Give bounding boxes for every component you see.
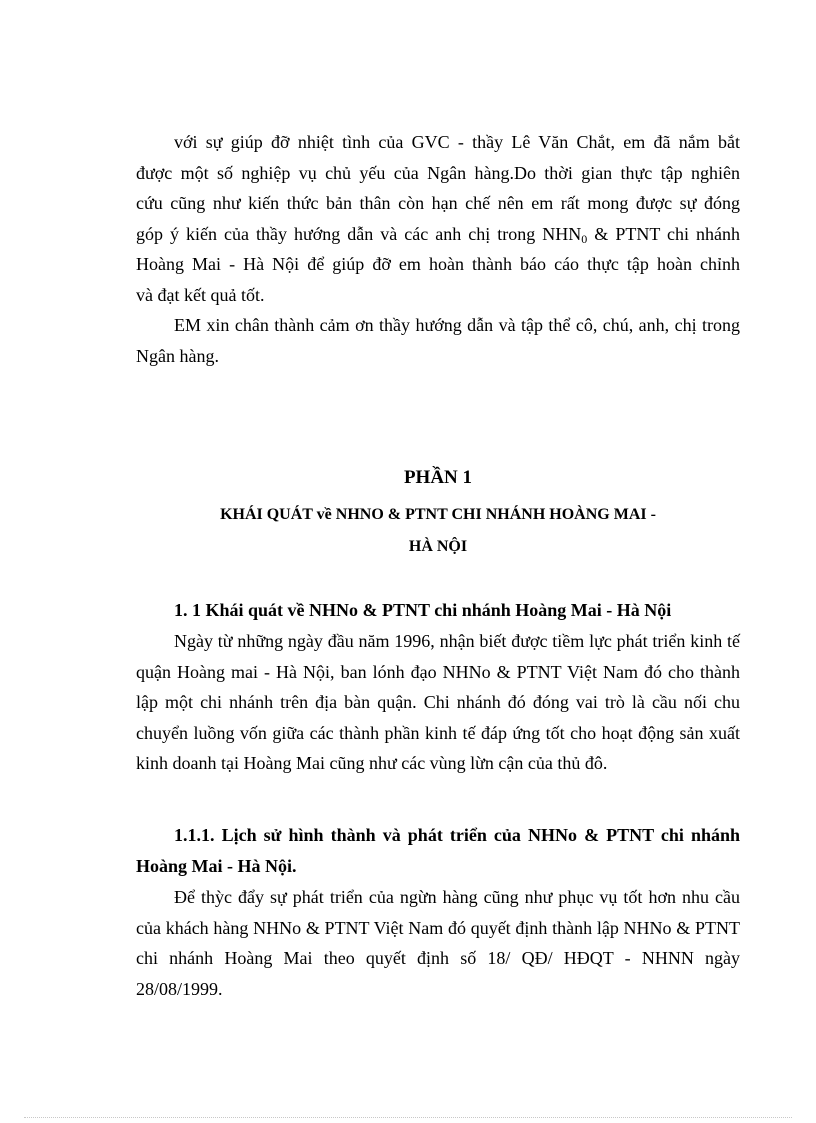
part-title: PHẦN 1 bbox=[403, 467, 473, 488]
page-bottom-divider bbox=[24, 1117, 792, 1118]
intro-paragraph bbox=[136, 127, 740, 310]
intro-line-3: cứu cũng như kiến thức bản thân còn hạn chế nên em rất mong được sự đóng bbox=[136, 193, 740, 213]
section-1-1-heading: 1. 1 Khái quát về NHNo & PTNT chi nhánh Hoàng Mai - Hà Nội bbox=[174, 600, 672, 620]
part-subtitle-line-2: HÀ NỘI bbox=[408, 538, 468, 555]
intro-line-4-tail: & PTNT chi nhánh bbox=[587, 223, 740, 244]
intro-line-1: với sự giúp đỡ nhiệt tình của GVC - thầy Lê Văn Chắt, em đã nắm bắt bbox=[174, 132, 740, 152]
part-subtitle-line-1: KHÁI QUÁT về NHNO & PTNT CHI NHÁNH HOÀNG MAI - bbox=[220, 506, 656, 523]
intro-line-4-text: góp ý kiến của thầy hướng dẫn và các anh chị trong NHN bbox=[136, 223, 582, 244]
subscript-zero: 0 bbox=[581, 231, 588, 246]
intro-line-6: và đạt kết quả tốt. bbox=[136, 284, 265, 305]
thanks-paragraph: EM xin chân thành cảm ơn thầy hướng dẫn và tập thể cô, chú, anh, chị trong Ngân hàng. bbox=[136, 315, 740, 366]
intro-line-2: được một số nghiệp vụ chủ yếu của Ngân hàng.Do thời gian thực tập nghiên bbox=[136, 162, 740, 183]
intro-line-5: Hoàng Mai - Hà Nội để giúp đỡ em hoàn thành báo cáo thực tập hoàn chỉnh bbox=[136, 254, 740, 274]
section-1-1-1-heading: 1.1.1. Lịch sử hình thành và phát triển của NHNo & PTNT chi nhánh Hoàng Mai - Hà Nội. bbox=[136, 825, 740, 876]
section-1-1-1-body: Để thỳc đẩy sự phát triển của ngừn hàng cũng như phục vụ tốt hơn nhu cầu của khách hàng NHNo & PTNT Việt Nam đó quyết định thành lập NHNo & PTNT chi nhánh Hoàng Mai theo quyết định số 18/ QĐ/ HĐQT - NHNN ngày 28/08/1999. bbox=[136, 887, 740, 999]
section-1-1-body: Ngày từ những ngày đầu năm 1996, nhận biết được tiềm lực phát triển kinh tế quận Hoàng mai - Hà Nội, ban lónh đạo NHNo & PTNT Việt Nam đó cho thành lập một chi nhánh trên địa bàn quận. Chi nhánh đó đóng vai trò là cầu nối chu chuyển luồng vốn giữa các thành phần kinh tế đáp ứng tốt cho hoạt động sản xuất kinh doanh tại Hoàng Mai cũng như các vùng lừn cận của thủ đô. bbox=[136, 631, 740, 773]
intro-line-4 bbox=[136, 219, 740, 250]
